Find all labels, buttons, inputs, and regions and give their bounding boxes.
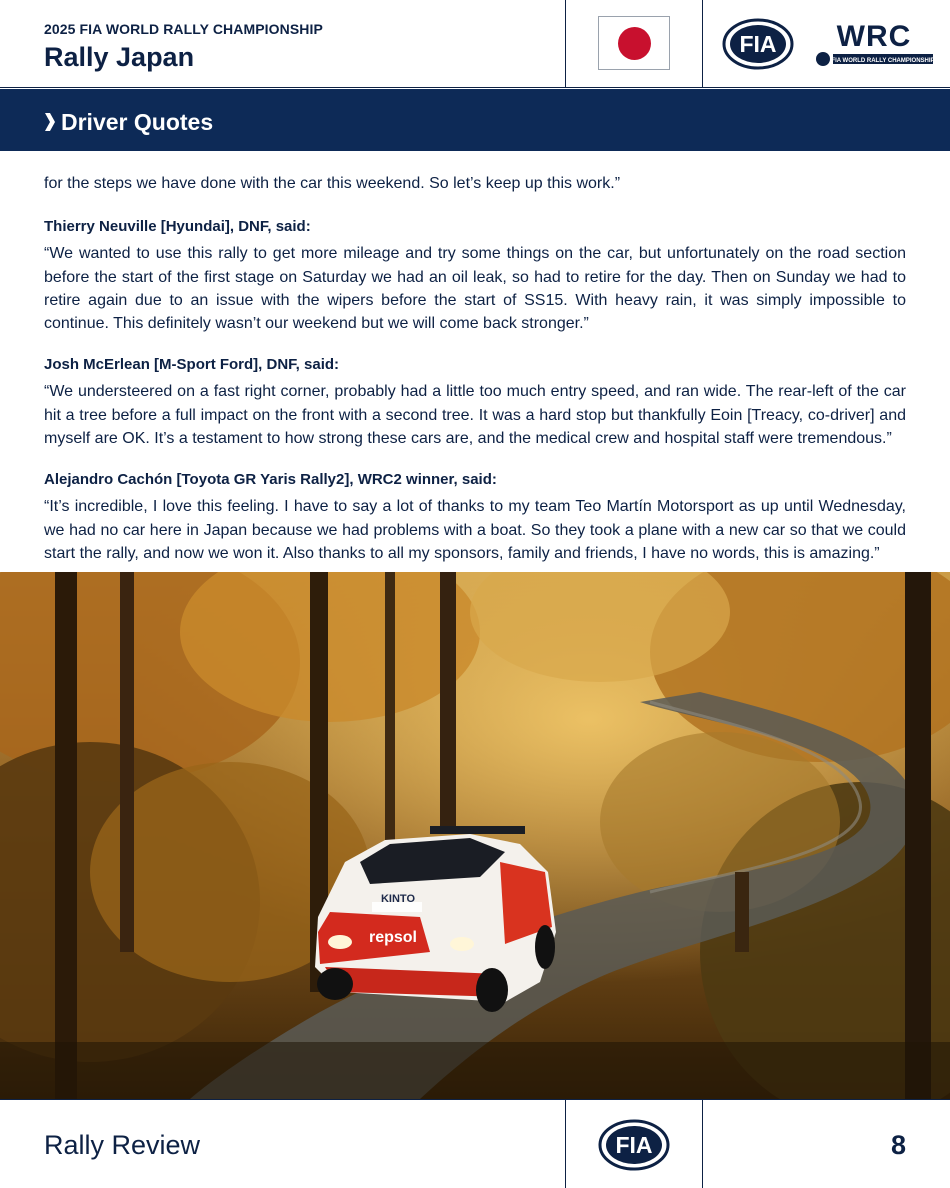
page-title: Rally Japan [44, 42, 195, 72]
footer-label: Rally Review [44, 1130, 201, 1160]
page-footer [0, 1099, 950, 1188]
header-divider [565, 0, 566, 88]
header-kicker: 2025 FIA WORLD RALLY CHAMPIONSHIP [44, 21, 323, 37]
footer-divider [565, 1100, 566, 1188]
section-title: Driver Quotes [61, 109, 214, 135]
japan-flag-icon [598, 16, 670, 70]
wrc-logo-sub: FIA WORLD RALLY CHAMPIONSHIP [831, 58, 935, 64]
header-divider [702, 0, 703, 88]
quote-text: “It’s incredible, I love this feeling. I have to say a lot of thanks to my team Teo Martín Motorsport as up until Wednesday, we had no car here in Japan because we had problems with a boat. So they took a plane with a new car so that we could start the rally, and now we won it. Also thanks to all my sponsors, family and friends, I have no words, this is amazing.” [44, 498, 906, 562]
fia-logo [722, 18, 794, 70]
rally-car-photo [0, 572, 950, 1099]
quote-speaker: Alejandro Cachón [Toyota GR Yaris Rally2], WRC2 winner, said: [44, 471, 497, 489]
chevron-right-icon [44, 113, 56, 131]
article-body [44, 172, 906, 585]
footer-divider [702, 1100, 703, 1188]
fia-logo-text: FIA [615, 1132, 653, 1158]
wrc-logo [813, 20, 935, 72]
wrc-logo-text: WRC [836, 20, 912, 53]
quote-text: “We wanted to use this rally to get more mileage and try some things on the car, but unfortunately on the road section before the start of the first stage on Saturday we had an oil leak, so had to retire for the day. Then on Sunday we had to retire again due to an issue with the wipers before the start of SS15. With heavy rain, it was simply impossible to continue. This definitely wasn’t our weekend but we will come back stronger.” [44, 245, 906, 333]
page-header [0, 0, 950, 88]
car-livery-text: repsol [368, 929, 418, 946]
lead-paragraph: for the steps we have done with the car this weekend. So let’s keep up this work.” [44, 175, 621, 192]
fia-logo [597, 1119, 671, 1171]
quote-text: “We understeered on a fast right corner, probably had a little too much entry speed, and ran wide. The rear-left of the car hit a tree before a full impact on the front with a second tree. It was a hard stop but thankfully Eoin [Treacy, co-driver] and myself are OK. It’s a testament to how strong these cars are, and the medical crew and hospital staff were tremendous.” [44, 383, 906, 448]
quote-speaker: Thierry Neuville [Hyundai], DNF, said: [44, 218, 311, 236]
car-livery-text: KINTO [380, 893, 416, 905]
quote-speaker: Josh McErlean [M-Sport Ford], DNF, said: [44, 356, 340, 374]
page-number: 8 [890, 1130, 906, 1160]
fia-logo-text: FIA [739, 31, 777, 57]
